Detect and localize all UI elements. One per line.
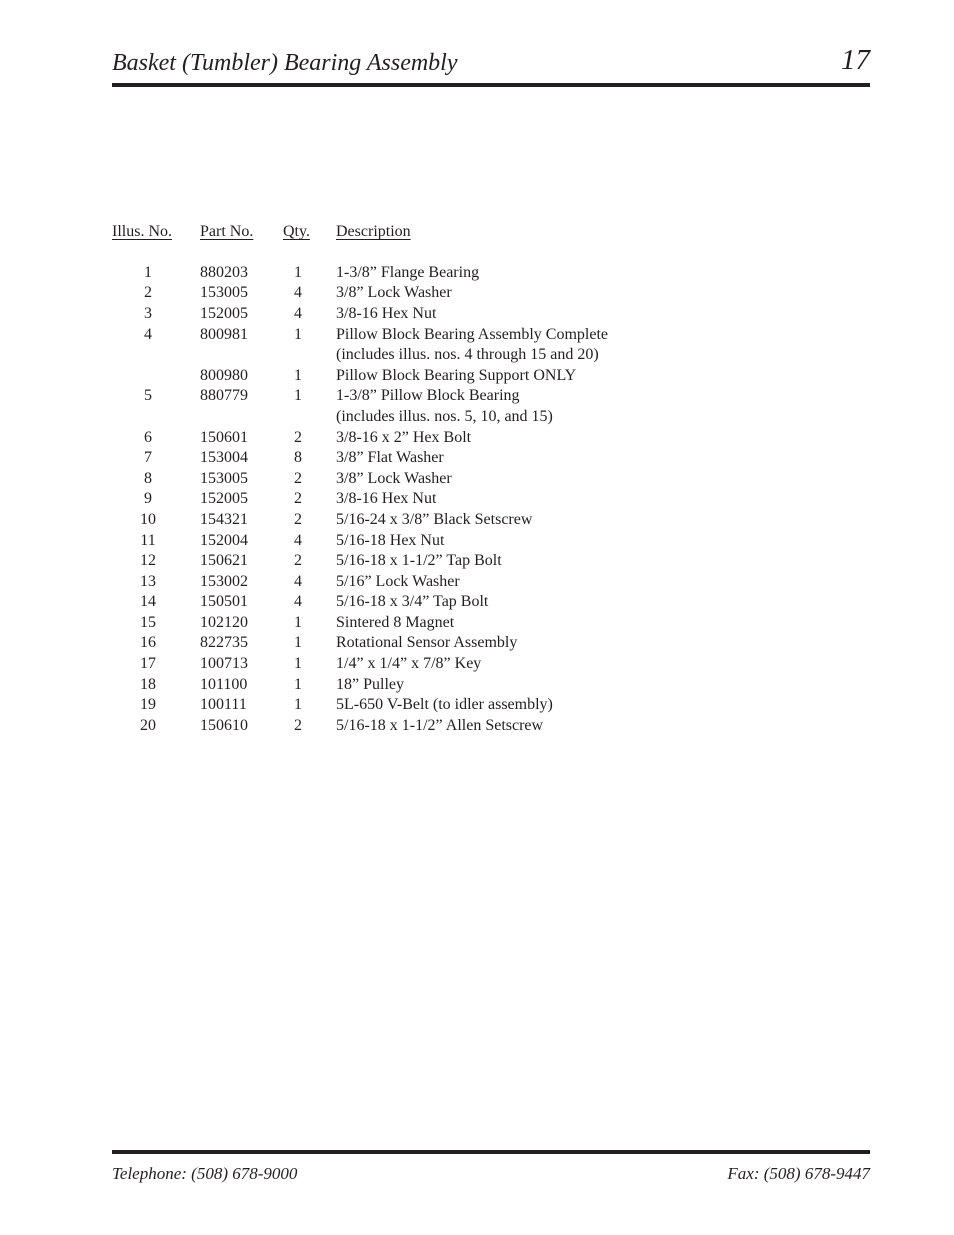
description-cell: 18” Pulley	[336, 675, 404, 693]
qty-cell: 4	[294, 304, 302, 322]
illus-no-cell: 13	[140, 572, 156, 590]
description-cell: Sintered 8 Magnet	[336, 613, 455, 631]
footer-rule	[112, 1150, 870, 1154]
part-no-cell: 800980	[200, 366, 248, 384]
description-cell: 1-3/8” Pillow Block Bearing	[336, 387, 520, 405]
qty-cell: 1	[294, 675, 302, 693]
part-no-cell: 150601	[200, 428, 248, 446]
illus-no-cell: 11	[140, 531, 156, 549]
part-no-cell: 154321	[200, 510, 248, 528]
column-header-illus-no: Illus. No.	[112, 223, 172, 240]
part-no-cell: 150621	[200, 552, 248, 570]
description-cell: 5/16-18 Hex Nut	[336, 531, 445, 549]
description-cell: 5L-650 V-Belt (to idler assembly)	[336, 696, 553, 714]
illus-no-cell: 5	[144, 387, 152, 405]
description-cell: 1/4” x 1/4” x 7/8” Key	[336, 655, 482, 673]
illus-no-cell: 7	[144, 449, 152, 467]
page-number: 17	[841, 44, 870, 76]
illus-no-cell: 19	[140, 696, 156, 714]
part-no-cell: 153005	[200, 469, 248, 487]
description-cell: 5/16-18 x 1-1/2” Allen Setscrew	[336, 716, 544, 734]
illus-no-cell: 2	[144, 284, 152, 302]
qty-cell: 1	[294, 696, 302, 714]
illus-no-cell: 16	[140, 634, 156, 652]
part-no-cell: 152005	[200, 304, 248, 322]
description-cell: 3/8” Lock Washer	[336, 284, 452, 302]
illus-no-cell: 20	[140, 716, 156, 734]
header-rule	[112, 83, 870, 87]
illus-no-cell: 10	[140, 510, 156, 528]
part-no-cell: 101100	[200, 675, 248, 693]
qty-cell: 8	[294, 449, 302, 467]
footer-fax: Fax: (508) 678-9447	[727, 1164, 870, 1183]
part-no-cell: 153005	[200, 284, 248, 302]
illus-no-cell: 17	[140, 655, 156, 673]
description-cell: Pillow Block Bearing Support ONLY	[336, 366, 577, 384]
illus-no-cell: 9	[144, 490, 152, 508]
description-cell: 5/16-18 x 3/4” Tap Bolt	[336, 593, 489, 611]
illus-no-cell: 4	[144, 325, 152, 343]
qty-cell: 1	[294, 325, 302, 343]
illus-no-cell: 12	[140, 552, 156, 570]
illus-no-cell: 6	[144, 428, 152, 446]
part-no-cell: 800981	[200, 325, 248, 343]
illus-no-cell: 1	[144, 263, 152, 281]
illus-no-cell: 15	[140, 613, 156, 631]
qty-cell: 2	[294, 510, 302, 528]
footer-telephone: Telephone: (508) 678-9000	[112, 1164, 298, 1183]
column-header-qty: Qty.	[283, 223, 310, 240]
part-no-cell: 153002	[200, 572, 248, 590]
part-no-cell: 150501	[200, 593, 248, 611]
description-cell: 3/8” Flat Washer	[336, 449, 444, 467]
description-cell: Rotational Sensor Assembly	[336, 634, 518, 652]
qty-cell: 2	[294, 469, 302, 487]
qty-cell: 2	[294, 716, 302, 734]
part-no-cell: 152005	[200, 490, 248, 508]
qty-cell: 4	[294, 572, 302, 590]
part-no-cell: 153004	[200, 449, 248, 467]
part-no-cell: 880779	[200, 387, 248, 405]
qty-cell: 4	[294, 284, 302, 302]
description-cell: (includes illus. nos. 4 through 15 and 20)	[336, 346, 599, 364]
qty-cell: 2	[294, 490, 302, 508]
column-header-description: Description	[336, 223, 411, 240]
description-cell: 5/16” Lock Washer	[336, 572, 460, 590]
qty-cell: 1	[294, 366, 302, 384]
part-no-cell: 152004	[200, 531, 248, 549]
description-cell: 3/8-16 Hex Nut	[336, 490, 437, 508]
description-cell: Pillow Block Bearing Assembly Complete	[336, 325, 608, 343]
description-cell: 3/8-16 Hex Nut	[336, 304, 437, 322]
illus-no-cell: 8	[144, 469, 152, 487]
part-no-cell: 100111	[200, 696, 247, 714]
qty-cell: 4	[294, 531, 302, 549]
qty-cell: 1	[294, 655, 302, 673]
qty-cell: 2	[294, 552, 302, 570]
page-title: Basket (Tumbler) Bearing Assembly	[112, 50, 458, 76]
part-no-cell: 100713	[200, 655, 248, 673]
qty-cell: 1	[294, 634, 302, 652]
qty-cell: 1	[294, 387, 302, 405]
description-cell: (includes illus. nos. 5, 10, and 15)	[336, 407, 553, 425]
part-no-cell: 102120	[200, 613, 248, 631]
part-no-cell: 822735	[200, 634, 248, 652]
qty-cell: 1	[294, 263, 302, 281]
qty-cell: 2	[294, 428, 302, 446]
illus-no-cell: 18	[140, 675, 156, 693]
description-cell: 5/16-18 x 1-1/2” Tap Bolt	[336, 552, 502, 570]
description-cell: 3/8” Lock Washer	[336, 469, 452, 487]
description-cell: 3/8-16 x 2” Hex Bolt	[336, 428, 472, 446]
qty-cell: 4	[294, 593, 302, 611]
illus-no-cell: 3	[144, 304, 152, 322]
qty-cell: 1	[294, 613, 302, 631]
description-cell: 5/16-24 x 3/8” Black Setscrew	[336, 510, 533, 528]
part-no-cell: 150610	[200, 716, 248, 734]
column-header-part-no: Part No.	[200, 223, 254, 240]
illus-no-cell: 14	[140, 593, 156, 611]
part-no-cell: 880203	[200, 263, 248, 281]
description-cell: 1-3/8” Flange Bearing	[336, 263, 480, 281]
